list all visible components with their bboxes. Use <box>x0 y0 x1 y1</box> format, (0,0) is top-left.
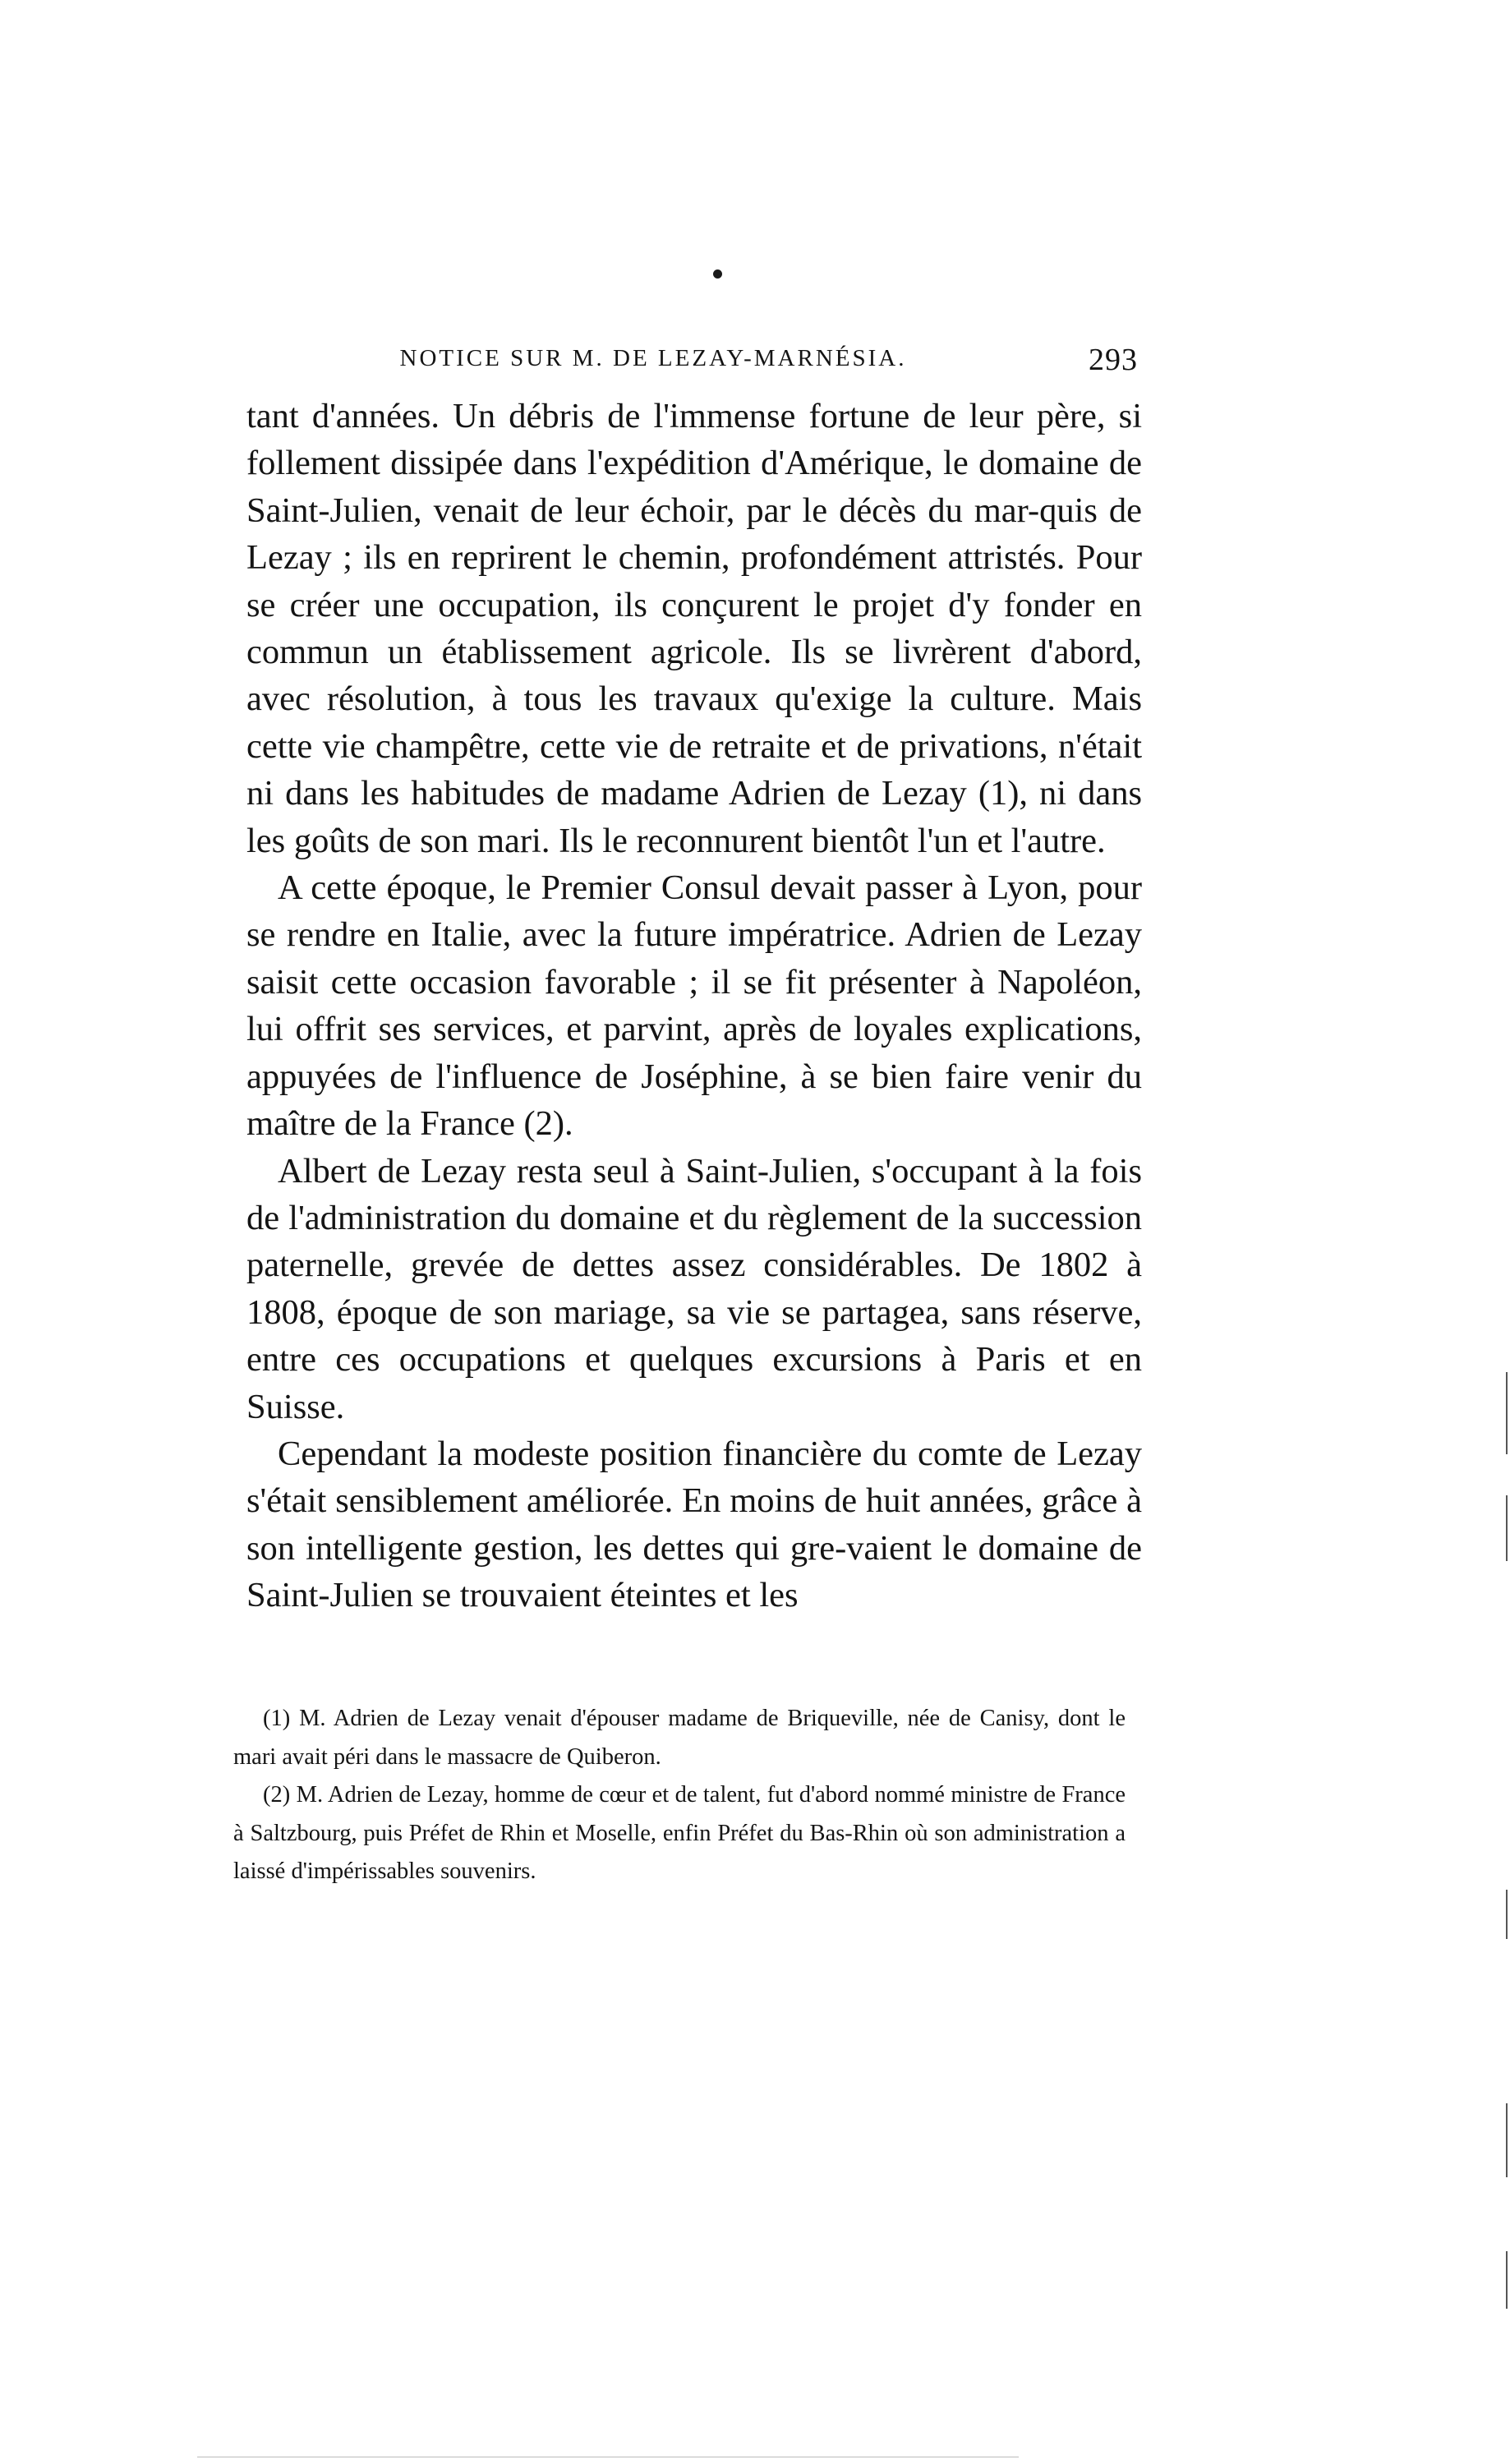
scan-artifact-line <box>1506 1495 1508 1561</box>
footnote-1: (1) M. Adrien de Lezay venait d'épouser madame de Briqueville, née de Canisy, dont le mari avait péri dans le massacre de Quiberon. <box>233 1706 1126 1770</box>
scan-artifact-line <box>1506 2103 1508 2177</box>
scan-artifact-line <box>1506 1372 1508 1454</box>
footnotes <box>233 1700 1126 1891</box>
paragraph-4: Cependant la modeste position financière du comte de Lezay s'était sensiblement améliorée. En moins de huit années, grâce à son intelligente gestion, les dettes qui gre-vaient le domaine de Saint-Julien se trouvaient éteintes et les <box>246 1434 1142 1615</box>
page-number: 293 <box>1089 343 1138 377</box>
paragraph-1: tant d'années. Un débris de l'immense fortune de leur père, si follement dissipée dans l'expédition d'Amérique, le domaine de Saint-Julien, venait de leur échoir, par le décès du mar-quis de Lezay ; ils en reprirent le chemin, profondément attristés. Pour se créer une occupation, ils conçurent le projet d'y fonder en commun un établissement agricole. Ils se livrèrent d'abord, avec résolution, à tous les travaux qu'exige la culture. Mais cette vie champêtre, cette vie de retraite et de privations, n'était ni dans les habitudes de madame Adrien de Lezay (1), ni dans les goûts de son mari. Ils le reconnurent bientôt l'un et l'autre. <box>246 397 1142 860</box>
scan-artifact-line <box>1506 1890 1508 1939</box>
ink-dot-mark <box>713 269 722 279</box>
running-head-title: NOTICE SUR M. DE LEZAY-MARNÉSIA. <box>399 345 907 371</box>
body-text <box>246 393 1142 1619</box>
scan-artifact-line <box>1506 2251 1508 2309</box>
running-head <box>271 342 1138 383</box>
footnote-2: (2) M. Adrien de Lezay, homme de cœur et de talent, fut d'abord nommé ministre de France à Saltzbourg, puis Préfet de Rhin et Moselle, enfin Préfet du Bas-Rhin où son administration a laissé d'impérissables souvenirs. <box>233 1782 1126 1884</box>
paragraph-3: Albert de Lezay resta seul à Saint-Julien, s'occupant à la fois de l'administration du domaine et du règlement de la succession paternelle, grevée de dettes assez considérables. De 1802 à 1808, époque de son mariage, sa vie se partagea, sans réserve, entre ces occupations et quelques excursions à Paris et en Suisse. <box>246 1151 1142 1426</box>
paragraph-2: A cette époque, le Premier Consul devait passer à Lyon, pour se rendre en Italie, avec la future impératrice. Adrien de Lezay saisit cette occasion favorable ; il se fit présenter à Napoléon, lui offrit ses services, et parvint, après de loyales explications, appuyées de l'influence de Joséphine, à se bien faire venir du maître de la France (2). <box>246 868 1142 1144</box>
